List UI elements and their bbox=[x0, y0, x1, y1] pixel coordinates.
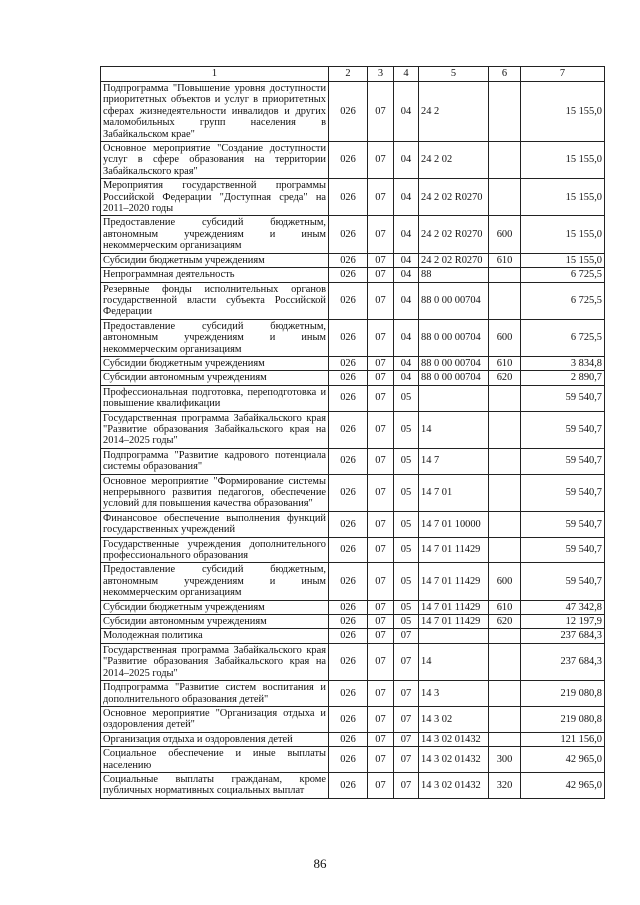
amount-cell: 6 725,5 bbox=[521, 319, 605, 356]
target-article-cell: 88 bbox=[419, 268, 489, 282]
table-row bbox=[101, 356, 605, 370]
subsection2-cell: 04 bbox=[394, 82, 419, 142]
amount-cell: 59 540,7 bbox=[521, 511, 605, 537]
subsection-cell: 07 bbox=[368, 706, 394, 732]
subsection2-cell: 07 bbox=[394, 732, 419, 746]
subsection-cell: 07 bbox=[368, 643, 394, 680]
subsection-cell: 07 bbox=[368, 681, 394, 707]
expense-type-cell bbox=[489, 82, 521, 142]
subsection2-cell: 04 bbox=[394, 371, 419, 385]
table-row bbox=[101, 142, 605, 179]
subsection2-cell: 05 bbox=[394, 600, 419, 614]
subsection-cell: 07 bbox=[368, 732, 394, 746]
section-cell: 026 bbox=[329, 643, 368, 680]
target-article-cell: 14 7 01 11429 bbox=[419, 537, 489, 563]
target-article-cell: 24 2 02 bbox=[419, 142, 489, 179]
subsection-cell: 07 bbox=[368, 474, 394, 511]
table-row bbox=[101, 268, 605, 282]
subsection2-cell: 07 bbox=[394, 629, 419, 643]
target-article-cell: 14 7 bbox=[419, 448, 489, 474]
expense-type-cell bbox=[489, 681, 521, 707]
header-col-5: 5 bbox=[419, 67, 489, 82]
amount-cell: 6 725,5 bbox=[521, 282, 605, 319]
amount-cell: 59 540,7 bbox=[521, 411, 605, 448]
amount-cell: 59 540,7 bbox=[521, 385, 605, 411]
section-cell: 026 bbox=[329, 385, 368, 411]
amount-cell: 121 156,0 bbox=[521, 732, 605, 746]
table-row bbox=[101, 615, 605, 629]
header-col-1: 1 bbox=[101, 67, 329, 82]
row-name-cell: Молодежная политика bbox=[101, 629, 329, 643]
amount-cell: 15 155,0 bbox=[521, 179, 605, 216]
subsection-cell: 07 bbox=[368, 282, 394, 319]
subsection-cell: 07 bbox=[368, 411, 394, 448]
section-cell: 026 bbox=[329, 282, 368, 319]
row-name-cell: Основное мероприятие "Создание доступности услуг в сфере образования на территории Забайкальского края" bbox=[101, 142, 329, 179]
expense-type-cell bbox=[489, 142, 521, 179]
page-number: 86 bbox=[313, 856, 327, 871]
table-row bbox=[101, 772, 605, 798]
amount-cell: 237 684,3 bbox=[521, 643, 605, 680]
table-row bbox=[101, 747, 605, 773]
row-name-cell: Финансовое обеспечение выполнения функций государственных учреждений bbox=[101, 511, 329, 537]
expense-type-cell bbox=[489, 511, 521, 537]
section-cell: 026 bbox=[329, 511, 368, 537]
subsection-cell: 07 bbox=[368, 563, 394, 600]
table-row bbox=[101, 706, 605, 732]
amount-cell: 3 834,8 bbox=[521, 356, 605, 370]
subsection2-cell: 05 bbox=[394, 448, 419, 474]
subsection2-cell: 05 bbox=[394, 385, 419, 411]
section-cell: 026 bbox=[329, 371, 368, 385]
table-row bbox=[101, 82, 605, 142]
section-cell: 026 bbox=[329, 268, 368, 282]
row-name-cell: Предоставление субсидий бюджетным, автономным учреждениям и иным некоммерческим организациям bbox=[101, 563, 329, 600]
header-row bbox=[101, 67, 605, 82]
subsection-cell: 07 bbox=[368, 179, 394, 216]
row-name-cell: Предоставление субсидий бюджетным, автономным учреждениям и иным некоммерческим организациям bbox=[101, 216, 329, 253]
row-name-cell: Резервные фонды исполнительных органов государственной власти субъекта Российской Федерации bbox=[101, 282, 329, 319]
table-row bbox=[101, 629, 605, 643]
subsection-cell: 07 bbox=[368, 371, 394, 385]
target-article-cell: 88 0 00 00704 bbox=[419, 282, 489, 319]
expense-type-cell: 610 bbox=[489, 253, 521, 267]
budget-table bbox=[100, 66, 605, 799]
section-cell: 026 bbox=[329, 563, 368, 600]
table-header bbox=[101, 67, 605, 82]
target-article-cell: 14 bbox=[419, 643, 489, 680]
amount-cell: 59 540,7 bbox=[521, 474, 605, 511]
subsection-cell: 07 bbox=[368, 253, 394, 267]
target-article-cell: 24 2 02 R0270 bbox=[419, 179, 489, 216]
table-row bbox=[101, 253, 605, 267]
subsection2-cell: 04 bbox=[394, 319, 419, 356]
table-row bbox=[101, 600, 605, 614]
row-name-cell: Мероприятия государственной программы Российской Федерации "Доступная среда" на 2011–2020 годы bbox=[101, 179, 329, 216]
section-cell: 026 bbox=[329, 82, 368, 142]
subsection2-cell: 04 bbox=[394, 216, 419, 253]
table-row bbox=[101, 448, 605, 474]
header-col-4: 4 bbox=[394, 67, 419, 82]
subsection-cell: 07 bbox=[368, 319, 394, 356]
subsection-cell: 07 bbox=[368, 268, 394, 282]
amount-cell: 59 540,7 bbox=[521, 448, 605, 474]
row-name-cell: Подпрограмма "Повышение уровня доступности приоритетных объектов и услуг в приоритетных сферах жизнедеятельности инвалидов и других маломобильных групп населения в Забайкальском крае" bbox=[101, 82, 329, 142]
subsection2-cell: 04 bbox=[394, 356, 419, 370]
section-cell: 026 bbox=[329, 253, 368, 267]
row-name-cell: Непрограммная деятельность bbox=[101, 268, 329, 282]
row-name-cell: Государственная программа Забайкальского края "Развитие образования Забайкальского края на 2014–2025 годы" bbox=[101, 643, 329, 680]
row-name-cell: Организация отдыха и оздоровления детей bbox=[101, 732, 329, 746]
table-row bbox=[101, 732, 605, 746]
section-cell: 026 bbox=[329, 179, 368, 216]
target-article-cell: 88 0 00 00704 bbox=[419, 319, 489, 356]
expense-type-cell bbox=[489, 448, 521, 474]
section-cell: 026 bbox=[329, 747, 368, 773]
amount-cell: 15 155,0 bbox=[521, 142, 605, 179]
subsection2-cell: 05 bbox=[394, 563, 419, 600]
row-name-cell: Субсидии автономным учреждениям bbox=[101, 615, 329, 629]
section-cell: 026 bbox=[329, 142, 368, 179]
table-row bbox=[101, 681, 605, 707]
table-row bbox=[101, 385, 605, 411]
table-row bbox=[101, 411, 605, 448]
subsection-cell: 07 bbox=[368, 356, 394, 370]
subsection2-cell: 04 bbox=[394, 179, 419, 216]
table-row bbox=[101, 282, 605, 319]
row-name-cell: Основное мероприятие "Организация отдыха и оздоровления детей" bbox=[101, 706, 329, 732]
row-name-cell: Субсидии автономным учреждениям bbox=[101, 371, 329, 385]
target-article-cell: 14 3 02 01432 bbox=[419, 732, 489, 746]
subsection-cell: 07 bbox=[368, 82, 394, 142]
subsection2-cell: 05 bbox=[394, 537, 419, 563]
expense-type-cell: 610 bbox=[489, 600, 521, 614]
row-name-cell: Социальное обеспечение и иные выплаты населению bbox=[101, 747, 329, 773]
subsection2-cell: 07 bbox=[394, 643, 419, 680]
amount-cell: 15 155,0 bbox=[521, 253, 605, 267]
amount-cell: 15 155,0 bbox=[521, 216, 605, 253]
section-cell: 026 bbox=[329, 448, 368, 474]
row-name-cell: Профессиональная подготовка, переподготовка и повышение квалификации bbox=[101, 385, 329, 411]
row-name-cell: Подпрограмма "Развитие кадрового потенциала системы образования" bbox=[101, 448, 329, 474]
target-article-cell: 14 7 01 10000 bbox=[419, 511, 489, 537]
expense-type-cell bbox=[489, 537, 521, 563]
expense-type-cell bbox=[489, 732, 521, 746]
subsection2-cell: 05 bbox=[394, 615, 419, 629]
expense-type-cell: 600 bbox=[489, 216, 521, 253]
expense-type-cell bbox=[489, 629, 521, 643]
subsection-cell: 07 bbox=[368, 385, 394, 411]
header-col-3: 3 bbox=[368, 67, 394, 82]
amount-cell: 42 965,0 bbox=[521, 772, 605, 798]
expense-type-cell: 300 bbox=[489, 747, 521, 773]
target-article-cell: 88 0 00 00704 bbox=[419, 371, 489, 385]
amount-cell: 237 684,3 bbox=[521, 629, 605, 643]
amount-cell: 6 725,5 bbox=[521, 268, 605, 282]
subsection2-cell: 04 bbox=[394, 253, 419, 267]
expense-type-cell: 620 bbox=[489, 615, 521, 629]
row-name-cell: Подпрограмма "Развитие систем воспитания и дополнительного образования детей" bbox=[101, 681, 329, 707]
section-cell: 026 bbox=[329, 615, 368, 629]
row-name-cell: Предоставление субсидий бюджетным, автономным учреждениям и иным некоммерческим организациям bbox=[101, 319, 329, 356]
section-cell: 026 bbox=[329, 732, 368, 746]
expense-type-cell bbox=[489, 268, 521, 282]
table-row bbox=[101, 643, 605, 680]
expense-type-cell bbox=[489, 282, 521, 319]
subsection2-cell: 07 bbox=[394, 706, 419, 732]
expense-type-cell: 610 bbox=[489, 356, 521, 370]
row-name-cell: Субсидии бюджетным учреждениям bbox=[101, 600, 329, 614]
section-cell: 026 bbox=[329, 600, 368, 614]
amount-cell: 59 540,7 bbox=[521, 563, 605, 600]
expense-type-cell bbox=[489, 385, 521, 411]
expense-type-cell bbox=[489, 643, 521, 680]
subsection-cell: 07 bbox=[368, 747, 394, 773]
subsection-cell: 07 bbox=[368, 537, 394, 563]
table-row bbox=[101, 216, 605, 253]
section-cell: 026 bbox=[329, 537, 368, 563]
subsection-cell: 07 bbox=[368, 142, 394, 179]
target-article-cell: 14 3 02 01432 bbox=[419, 772, 489, 798]
row-name-cell: Основное мероприятие "Формирование системы непрерывного развития педагогов, обеспечение условий для повышения качества образования" bbox=[101, 474, 329, 511]
subsection2-cell: 05 bbox=[394, 411, 419, 448]
target-article-cell: 14 7 01 11429 bbox=[419, 600, 489, 614]
subsection-cell: 07 bbox=[368, 448, 394, 474]
expense-type-cell bbox=[489, 474, 521, 511]
subsection2-cell: 05 bbox=[394, 474, 419, 511]
target-article-cell: 14 7 01 bbox=[419, 474, 489, 511]
expense-type-cell: 320 bbox=[489, 772, 521, 798]
expense-type-cell: 600 bbox=[489, 319, 521, 356]
expense-type-cell bbox=[489, 179, 521, 216]
header-col-7: 7 bbox=[521, 67, 605, 82]
subsection2-cell: 04 bbox=[394, 142, 419, 179]
table-row bbox=[101, 537, 605, 563]
table-row bbox=[101, 319, 605, 356]
target-article-cell: 14 3 bbox=[419, 681, 489, 707]
target-article-cell: 14 3 02 bbox=[419, 706, 489, 732]
subsection2-cell: 07 bbox=[394, 772, 419, 798]
target-article-cell: 24 2 02 R0270 bbox=[419, 253, 489, 267]
amount-cell: 12 197,9 bbox=[521, 615, 605, 629]
target-article-cell: 14 bbox=[419, 411, 489, 448]
subsection-cell: 07 bbox=[368, 615, 394, 629]
amount-cell: 219 080,8 bbox=[521, 681, 605, 707]
row-name-cell: Государственная программа Забайкальского края "Развитие образования Забайкальского края на 2014–2025 годы" bbox=[101, 411, 329, 448]
table-row bbox=[101, 511, 605, 537]
target-article-cell bbox=[419, 629, 489, 643]
header-col-2: 2 bbox=[329, 67, 368, 82]
section-cell: 026 bbox=[329, 629, 368, 643]
target-article-cell bbox=[419, 385, 489, 411]
target-article-cell: 24 2 02 R0270 bbox=[419, 216, 489, 253]
table-row bbox=[101, 563, 605, 600]
amount-cell: 219 080,8 bbox=[521, 706, 605, 732]
header-col-6: 6 bbox=[489, 67, 521, 82]
section-cell: 026 bbox=[329, 216, 368, 253]
amount-cell: 59 540,7 bbox=[521, 537, 605, 563]
subsection-cell: 07 bbox=[368, 600, 394, 614]
table-row bbox=[101, 474, 605, 511]
amount-cell: 15 155,0 bbox=[521, 82, 605, 142]
subsection-cell: 07 bbox=[368, 511, 394, 537]
subsection2-cell: 07 bbox=[394, 681, 419, 707]
target-article-cell: 14 3 02 01432 bbox=[419, 747, 489, 773]
subsection2-cell: 05 bbox=[394, 511, 419, 537]
target-article-cell: 14 7 01 11429 bbox=[419, 615, 489, 629]
section-cell: 026 bbox=[329, 356, 368, 370]
row-name-cell: Субсидии бюджетным учреждениям bbox=[101, 356, 329, 370]
subsection-cell: 07 bbox=[368, 629, 394, 643]
amount-cell: 47 342,8 bbox=[521, 600, 605, 614]
expense-type-cell: 600 bbox=[489, 563, 521, 600]
section-cell: 026 bbox=[329, 772, 368, 798]
section-cell: 026 bbox=[329, 706, 368, 732]
section-cell: 026 bbox=[329, 319, 368, 356]
target-article-cell: 14 7 01 11429 bbox=[419, 563, 489, 600]
table-row bbox=[101, 371, 605, 385]
section-cell: 026 bbox=[329, 411, 368, 448]
target-article-cell: 24 2 bbox=[419, 82, 489, 142]
amount-cell: 2 890,7 bbox=[521, 371, 605, 385]
section-cell: 026 bbox=[329, 681, 368, 707]
subsection-cell: 07 bbox=[368, 216, 394, 253]
expense-type-cell bbox=[489, 706, 521, 732]
subsection2-cell: 04 bbox=[394, 268, 419, 282]
table-row bbox=[101, 179, 605, 216]
amount-cell: 42 965,0 bbox=[521, 747, 605, 773]
target-article-cell: 88 0 00 00704 bbox=[419, 356, 489, 370]
subsection-cell: 07 bbox=[368, 772, 394, 798]
row-name-cell: Субсидии бюджетным учреждениям bbox=[101, 253, 329, 267]
row-name-cell: Социальные выплаты гражданам, кроме публичных нормативных социальных выплат bbox=[101, 772, 329, 798]
subsection2-cell: 04 bbox=[394, 282, 419, 319]
row-name-cell: Государственные учреждения дополнительного профессионального образования bbox=[101, 537, 329, 563]
expense-type-cell: 620 bbox=[489, 371, 521, 385]
table-body bbox=[101, 82, 605, 799]
expense-type-cell bbox=[489, 411, 521, 448]
subsection2-cell: 07 bbox=[394, 747, 419, 773]
section-cell: 026 bbox=[329, 474, 368, 511]
